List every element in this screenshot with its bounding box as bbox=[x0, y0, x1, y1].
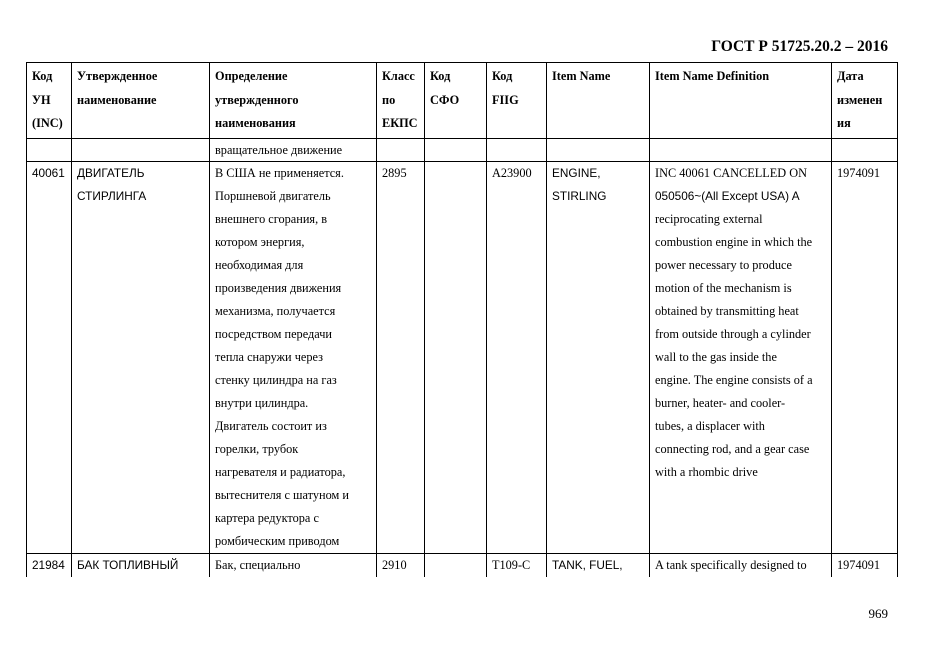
inc-cell: 40061 bbox=[27, 161, 72, 553]
page-number: 969 bbox=[868, 606, 888, 621]
class-cell: 2910 bbox=[377, 553, 425, 577]
class-cell: 2895 bbox=[377, 161, 425, 553]
col-item-name-header: Item Name bbox=[547, 63, 650, 139]
item-name-cell: TANK, FUEL, bbox=[547, 553, 650, 577]
definition-cell: Бак, специально bbox=[210, 553, 377, 577]
item-def-cell: A tank specifically designed to bbox=[650, 553, 832, 577]
sfo-cell bbox=[425, 553, 487, 577]
definition-cell: В США не применяется. Поршневой двигатель внешнего сгорания, в котором энергия, необходимая для произведения движения механизма, получается посредством передачи тепла снаружи через стенку цилиндра на газ внутри цилиндра. Двигатель состоит из горелки, трубок нагревателя и радиатора, вытеснителя с шатуном и картера редуктора с ромбическим приводом bbox=[210, 161, 377, 553]
date-cell: 1974091 bbox=[832, 161, 898, 553]
col-date-header: Дата изменен ия bbox=[832, 63, 898, 139]
col-sfo-header: Код СФО bbox=[425, 63, 487, 139]
inc-cell: 21984 bbox=[27, 553, 72, 577]
col-fiig-header: Код FIIG bbox=[487, 63, 547, 139]
item-name-cell: ENGINE, STIRLING bbox=[547, 161, 650, 553]
col-class-header: Класс по ЕКПС bbox=[377, 63, 425, 139]
col-inc-header: Код УН (INC) bbox=[27, 63, 72, 139]
name-cell: БАК ТОПЛИВНЫЙ bbox=[72, 553, 210, 577]
fiig-cell: T109-C bbox=[487, 553, 547, 577]
date-cell: 1974091 bbox=[832, 553, 898, 577]
col-item-def-header: Item Name Definition bbox=[650, 63, 832, 139]
col-definition-header: Определение утвержденного наименования bbox=[210, 63, 377, 139]
document-code: ГОСТ Р 51725.20.2 – 2016 bbox=[711, 38, 888, 55]
catalog-table bbox=[26, 62, 898, 577]
item-def-cell: INC 40061 CANCELLED ON 050506~(All Except USA) A reciprocating external combustion engine in which the power necessary to produce motion of the mechanism is obtained by transmitting heat from outside through a cylinder wall to the gas inside the engine. The engine consists of a burner, heater- and cooler- tubes, a displacer with connecting rod, and a gear case with a rhombic drive bbox=[650, 161, 832, 553]
fiig-cell: A23900 bbox=[487, 161, 547, 553]
col-name-header: Утвержденное наименование bbox=[72, 63, 210, 139]
table-row-continuation bbox=[27, 138, 898, 161]
name-cell: ДВИГАТЕЛЬ СТИРЛИНГА bbox=[72, 161, 210, 553]
sfo-cell bbox=[425, 161, 487, 553]
table-header-row bbox=[27, 63, 898, 139]
table-row bbox=[27, 553, 898, 577]
table-row bbox=[27, 161, 898, 553]
definition-cell: вращательное движение bbox=[210, 138, 377, 161]
